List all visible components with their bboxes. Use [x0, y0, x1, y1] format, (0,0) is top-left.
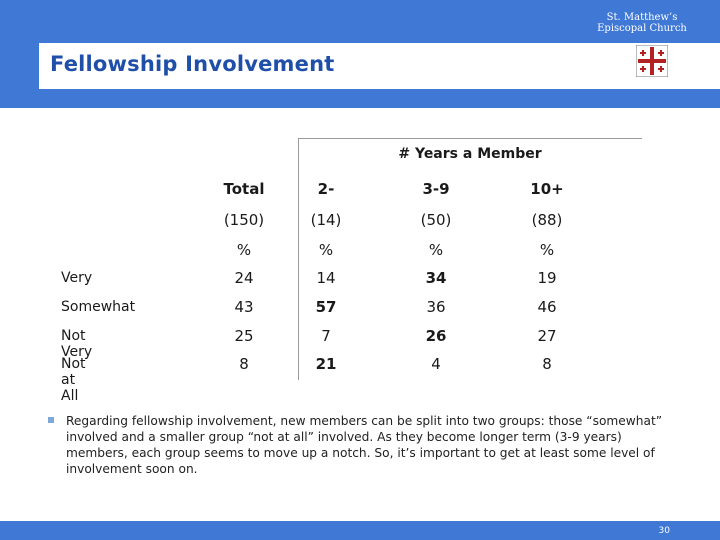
- table-cell: 27: [537, 327, 557, 345]
- row-label-not-at-all: Not at All: [61, 356, 86, 404]
- table-cell: 25: [234, 327, 254, 345]
- row-label-not-very: Not Very: [61, 328, 93, 360]
- column-unit-10-plus: %: [539, 241, 555, 259]
- note-bullet: [48, 413, 668, 477]
- row-label-very: Very: [61, 270, 93, 286]
- table-cell: 19: [537, 269, 557, 287]
- column-header-3-9: 3-9: [422, 180, 450, 198]
- column-base-10-plus: (88): [531, 211, 563, 229]
- column-header-total: Total: [223, 180, 265, 198]
- column-base-2-minus: (14): [310, 211, 342, 229]
- church-name-line2: Episcopal Church: [597, 23, 687, 34]
- church-name-line1: St. Matthew’s: [606, 12, 678, 23]
- table-cell: 4: [431, 355, 441, 373]
- footer-band: [0, 521, 720, 540]
- table-cell: 7: [321, 327, 331, 345]
- column-header-2-minus: 2-: [317, 180, 335, 198]
- bullet-icon: [48, 417, 54, 423]
- church-name: [592, 12, 692, 34]
- column-unit-total: %: [236, 241, 252, 259]
- note-text: Regarding fellowship involvement, new members can be split into two groups: those “somewhat” involved and a smaller group “not at all” involved. As they become longer term (3-9 years) members, each group seems to move up a notch. So, it’s important to get at least some level of involvement soon on.: [66, 414, 663, 476]
- column-unit-2-minus: %: [318, 241, 334, 259]
- table-cell: 36: [426, 298, 446, 316]
- table-cell: 24: [234, 269, 254, 287]
- column-header-10-plus: 10+: [530, 180, 564, 198]
- column-unit-3-9: %: [428, 241, 444, 259]
- table-cell: 46: [537, 298, 557, 316]
- church-cross-icon: [636, 45, 668, 77]
- page-title: Fellowship Involvement: [50, 52, 335, 76]
- page-number: 30: [658, 526, 670, 536]
- table-cell: 21: [315, 355, 337, 373]
- table-cell: 14: [316, 269, 336, 287]
- table-cell: 57: [315, 298, 337, 316]
- column-base-total: (150): [223, 211, 265, 229]
- group-header-label: # Years a Member: [398, 146, 542, 162]
- row-label-somewhat: Somewhat: [61, 299, 136, 315]
- table-cell: 26: [425, 327, 447, 345]
- table-cell: 8: [239, 355, 249, 373]
- column-base-3-9: (50): [420, 211, 452, 229]
- table-cell: 43: [234, 298, 254, 316]
- table-cell: 8: [542, 355, 552, 373]
- table-cell: 34: [425, 269, 447, 287]
